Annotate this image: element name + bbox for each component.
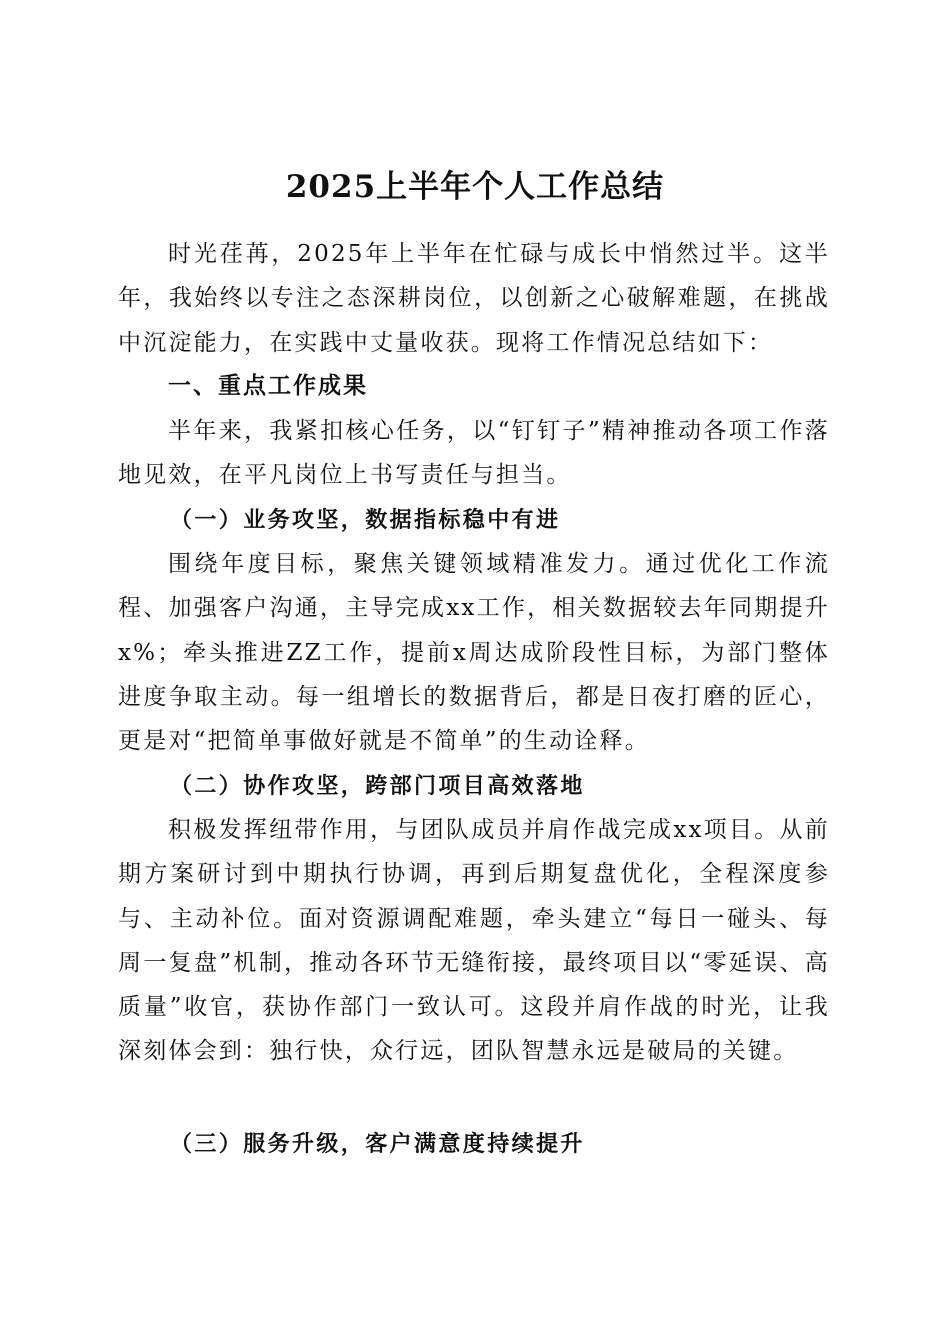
- business-paragraph: 围绕年度目标，聚焦关键领域精准发力。通过优化工作流程、加强客户沟通，主导完成xx工作，相关数据较去年同期提升x%；牵头推进ZZ工作，提前x周达成阶段性目标，为部门整体进度争取主动。每一组增长的数据背后，都是日夜打磨的匠心，更是对“把简单事做好就是不简单”的生动诠释。: [118, 551, 830, 755]
- intro-paragraph: 时光荏苒，2025年上半年在忙碌与成长中悄然过半。这半年，我始终以专注之态深耕岗位，以创新之心破解难题，在挑战中沉淀能力，在实践中丈量收获。现将工作情况总结如下：: [118, 241, 830, 356]
- subheading-business: （一）业务攻坚，数据指标稳中有进: [170, 507, 561, 533]
- collaboration-paragraph: 积极发挥纽带作用，与团队成员并肩作战完成xx项目。从前期方案研讨到中期执行协调，再到后期复盘优化，全程深度参与、主动补位。面对资源调配难题，牵头建立“每日一碰头、每周一复盘”机制，推动各环节无缝衔接，最终项目以“零延误、高质量”收官，获协作部门一致认可。这段并肩作战的时光，让我深刻体会到：独行快，众行远，团队智慧永远是破局的关键。: [118, 817, 830, 1065]
- subheading-service: （三）服务升级，客户满意度持续提升: [170, 1131, 585, 1157]
- section-intro-paragraph: 半年来，我紧扣核心任务，以“钉钉子”精神推动各项工作落地见效，在平凡岗位上书写责任与担当。: [118, 418, 830, 489]
- document-title: 2025上半年个人工作总结: [285, 168, 665, 205]
- section-heading-key-achievements: 一、重点工作成果: [168, 373, 368, 399]
- subheading-collaboration: （二）协作攻坚，跨部门项目高效落地: [170, 773, 585, 799]
